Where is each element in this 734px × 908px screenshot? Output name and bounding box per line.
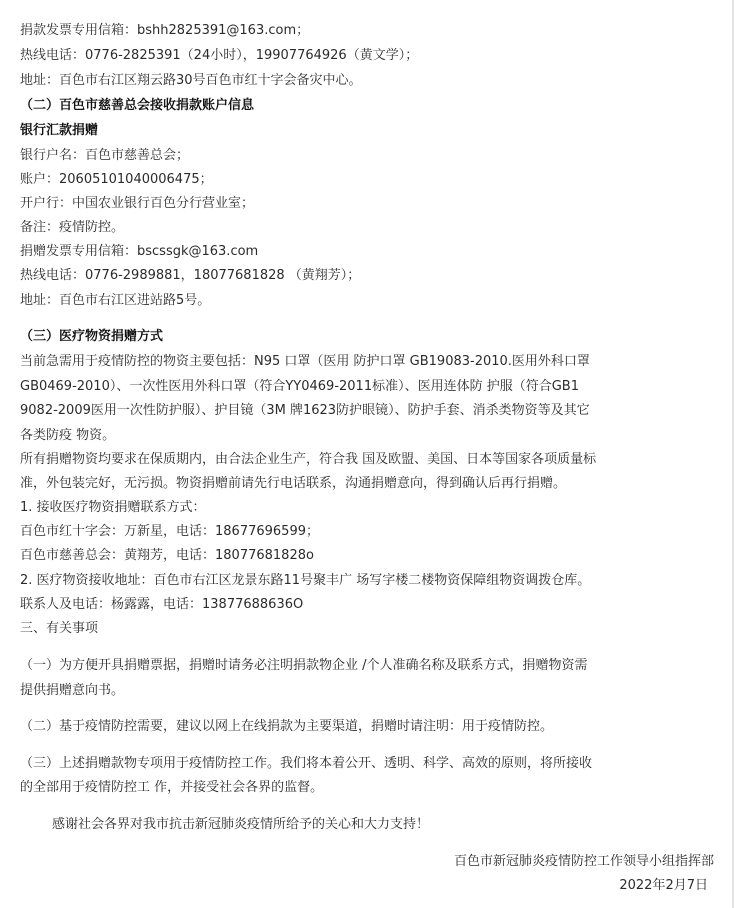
- section-heading-medical-supplies: （三）医疗物资捐赠方式: [20, 329, 164, 344]
- paragraph-line: （一）为方便开具捐赠票据，捐赠时请务必注明捐款物企业 /个人准确名称及联系方式，捐赠物资需: [20, 658, 588, 673]
- paragraph-line: （三）上述捐赠款物专项用于疫情防控工作。我们将本着公开、透明、科学、高效的原则，将所接收: [20, 756, 593, 771]
- paragraph-line: 准，外包装完好，无污损。物资捐赠前请先行电话联系，沟通捐赠意向，得到确认后再行捐赠。: [20, 476, 567, 491]
- subheading-bank-transfer: 银行汇款捐赠: [20, 123, 99, 138]
- contact-line: 百色市红十字会：万新星，电话：18677696599；: [20, 524, 319, 539]
- paragraph-line: 9082-2009医用一次性防护服）、护目镜（3M 牌1623防护眼镜）、防护手套、消杀类物资等及其它: [20, 403, 590, 418]
- remark-line: 备注：疫情防控。: [20, 220, 125, 235]
- hotline-line: 热线电话：0776-2989881，18077681828 （黄翔芳）；: [20, 268, 361, 283]
- bank-branch-line: 开户行：中国农业银行百色分行营业室；: [20, 196, 255, 211]
- contact-line: 联系人及电话：杨露露，电话：13877688636O: [20, 597, 304, 612]
- donation-email-line: 捐赠发票专用信箱：bscssgk@163.com: [20, 244, 259, 259]
- account-number-line: 账户：20605101040006475；: [20, 172, 213, 187]
- paragraph-line: （二）基于疫情防控需要，建议以网上在线捐款为主要渠道，捐赠时请注明：用于疫情防控。: [20, 719, 554, 734]
- paragraph-line: GB0469-2010）、一次性医用外科口罩（符合YY0469-2011标准）、医用连体防 护服（符合GB1: [20, 379, 579, 394]
- paragraph-line: 提供捐赠意向书。: [20, 683, 125, 698]
- address-line: 地址：百色市右江区翔云路30号百色市红十字会备灾中心。: [20, 73, 362, 88]
- thanks-line: 感谢社会各界对我市抗击新冠肺炎疫情所给予的关心和大力支持！: [52, 817, 430, 832]
- contact-line: 百色市慈善总会：黄翔芳，电话：18077681828o: [20, 548, 314, 563]
- paragraph-line: 所有捐赠物资均要求在保质期内，由合法企业生产，符合我 国及欧盟、美国、日本等国家各项质量标: [20, 452, 597, 467]
- paragraph-line: 当前急需用于疫情防控的物资主要包括：N95 口罩（医用 防护口罩 GB19083-2010.医用外科口罩: [20, 354, 590, 369]
- section-heading-matters: 三、有关事项: [20, 621, 99, 636]
- paragraph-line: 各类防疫 物资。: [20, 428, 116, 443]
- list-item: 1. 接收医疗物资捐赠联系方式：: [20, 500, 206, 515]
- list-item: 2. 医疗物资接收地址：百色市右江区龙景东路11号聚丰广 场写字楼二楼物资保障组物资调拨仓库。: [20, 573, 591, 588]
- invoice-email-line: 捐款发票专用信箱：bshh2825391@163.com；: [20, 23, 310, 38]
- section-heading-charity-account: （二）百色市慈善总会接收捐款账户信息: [20, 98, 255, 113]
- paragraph-line: 的全部用于疫情防控工 作，并接受社会各界的监督。: [20, 780, 324, 795]
- address-line: 地址：百色市右江区进站路5号。: [20, 293, 211, 308]
- hotline-line: 热线电话：0776-2825391（24小时），19907764926（黄文学）；: [20, 48, 419, 63]
- signature-date: 2022年2月7日: [619, 878, 708, 893]
- signature-org: 百色市新冠肺炎疫情防控工作领导小组指挥部: [453, 854, 714, 869]
- account-name-line: 银行户名：百色市慈善总会；: [20, 148, 190, 163]
